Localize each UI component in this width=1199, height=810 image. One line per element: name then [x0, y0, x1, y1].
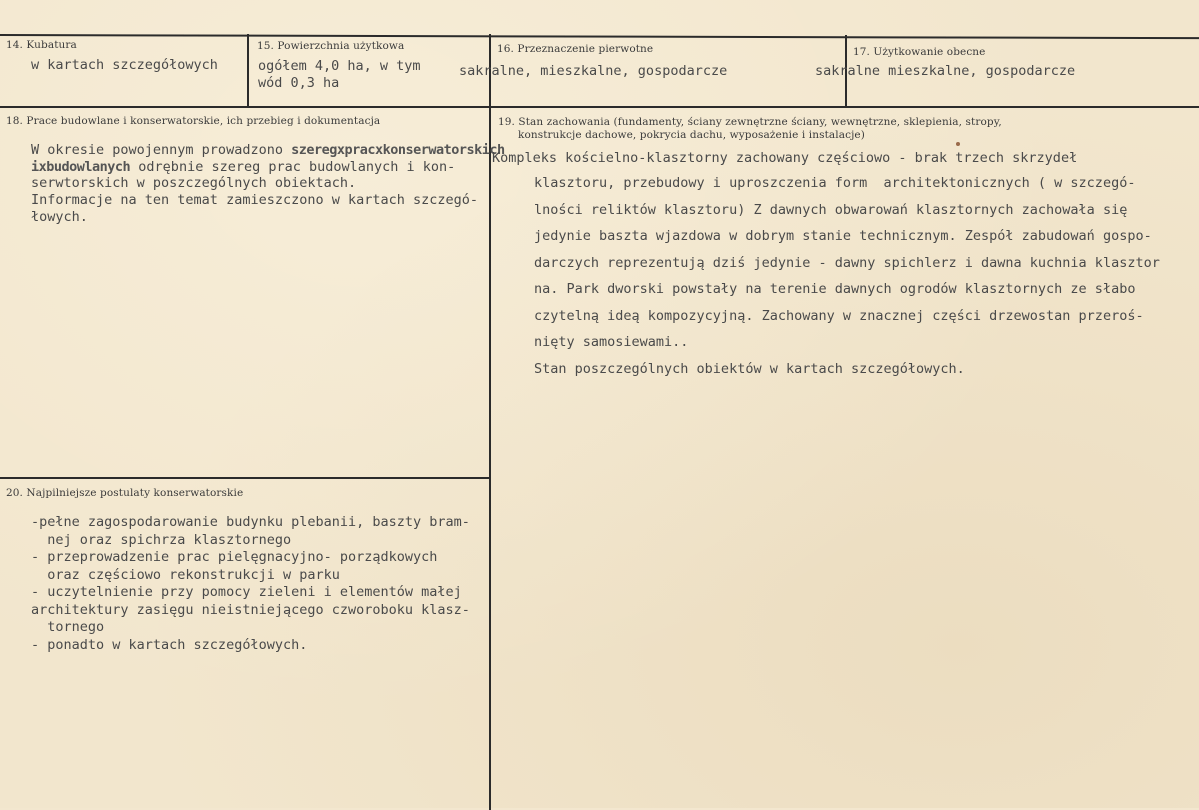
- field-14-label: 14. Kubatura: [6, 39, 77, 51]
- field-20-line: - uczytelnienie przy pomocy zieleni i elementów małej: [31, 584, 462, 600]
- field-20-text-block: [31, 514, 470, 654]
- field-19-text-block: [534, 170, 1160, 382]
- field-18-line-3: serwtorskich w poszczególnych obiektach.: [31, 175, 357, 191]
- field-18-struck-text-1: szeregxpracxkonserwatorskich: [291, 142, 505, 158]
- field-19-line: jedynie baszta wjazdowa w dobrym stanie technicznym. Zespół zabudowań gospo-: [534, 228, 1152, 244]
- field-20-line: -pełne zagospodarowanie budynku plebanii, baszty bram-: [31, 514, 470, 530]
- field-18-line-2-text: odrębnie szereg prac budowlanych i kon-: [130, 159, 456, 175]
- field-19-label-line-1: 19. Stan zachowania (fundamenty, ściany zewnętrzne ściany, wewnętrzne, sklepienia, stropy,: [498, 116, 1002, 128]
- field-20-line: - przeprowadzenie prac pielęgnacyjno- porządkowych: [31, 549, 438, 565]
- rule-below-row-1: [0, 106, 1199, 108]
- field-17-value: sakralne mieszkalne, gospodarcze: [815, 63, 1076, 79]
- ink-dot: [956, 142, 960, 146]
- field-17-label: 17. Użytkowanie obecne: [853, 46, 986, 58]
- field-15-value-line-2: wód 0,3 ha: [258, 75, 340, 91]
- field-19-line: czytelną ideą kompozycyjną. Zachowany w znacznej części drzewostan przeroś-: [534, 307, 1144, 324]
- field-18-struck-text-2: ixbudowlanych: [31, 159, 131, 175]
- field-20-label: 20. Najpilniejsze postulaty konserwatorskie: [6, 487, 244, 499]
- field-18-line-5: łowych.: [31, 209, 88, 225]
- field-19-line: klasztoru, przebudowy i uproszczenia form architektonicznych ( w szczegó-: [534, 175, 1136, 191]
- field-16-label: 16. Przeznaczenie pierwotne: [497, 43, 654, 55]
- field-18-line-1: [31, 143, 505, 158]
- field-18-line-4: Informacje na ten temat zamieszczono w kartach szczegó-: [31, 192, 479, 208]
- field-20-line: architektury zasięgu nieistniejącego czworoboku klasz-: [31, 601, 470, 618]
- field-19-line: lności reliktów klasztoru) Z dawnych obwarowań klasztornych zachowała się: [534, 201, 1128, 218]
- field-19-line: nięty samosiewami..: [534, 334, 689, 350]
- field-19-first-line: Kompleks kościelno-klasztorny zachowany częściowo - brak trzech skrzydeł: [492, 150, 1078, 166]
- field-18-label: 18. Prace budowlane i konserwatorskie, ich przebieg i dokumentacja: [6, 115, 381, 127]
- field-15-value-line-1: ogółem 4,0 ha, w tym: [258, 58, 421, 74]
- field-20-line: tornego: [31, 619, 105, 635]
- divider-14-15: [247, 34, 249, 107]
- field-15-label: 15. Powierzchnia użytkowa: [257, 40, 405, 52]
- field-14-value: w kartach szczegółowych: [31, 57, 218, 73]
- field-19-line: darczych reprezentują dziś jedynie - dawny spichlerz i dawna kuchnia klasztor: [534, 254, 1160, 271]
- field-19-line: na. Park dworski powstały na terenie dawnych ogrodów klasztornych ze słabo: [534, 281, 1136, 297]
- field-18-line-1-text: W okresie powojennym prowadzono: [31, 142, 292, 158]
- field-19-line: Stan poszczególnych obiektów w kartach szczegółowych.: [534, 360, 965, 377]
- field-18-line-2: [31, 160, 455, 175]
- rule-below-field-18: [0, 477, 490, 479]
- field-20-line: nej oraz spichrza klasztornego: [31, 531, 292, 548]
- field-20-line: - ponadto w kartach szczegółowych.: [31, 636, 308, 653]
- field-20-line: oraz częściowo rekonstrukcji w parku: [31, 566, 340, 583]
- field-19-label-line-2: konstrukcje dachowe, pokrycia dachu, wyposażenie i instalacje): [518, 129, 865, 141]
- field-16-value: sakralne, mieszkalne, gospodarcze: [459, 63, 728, 79]
